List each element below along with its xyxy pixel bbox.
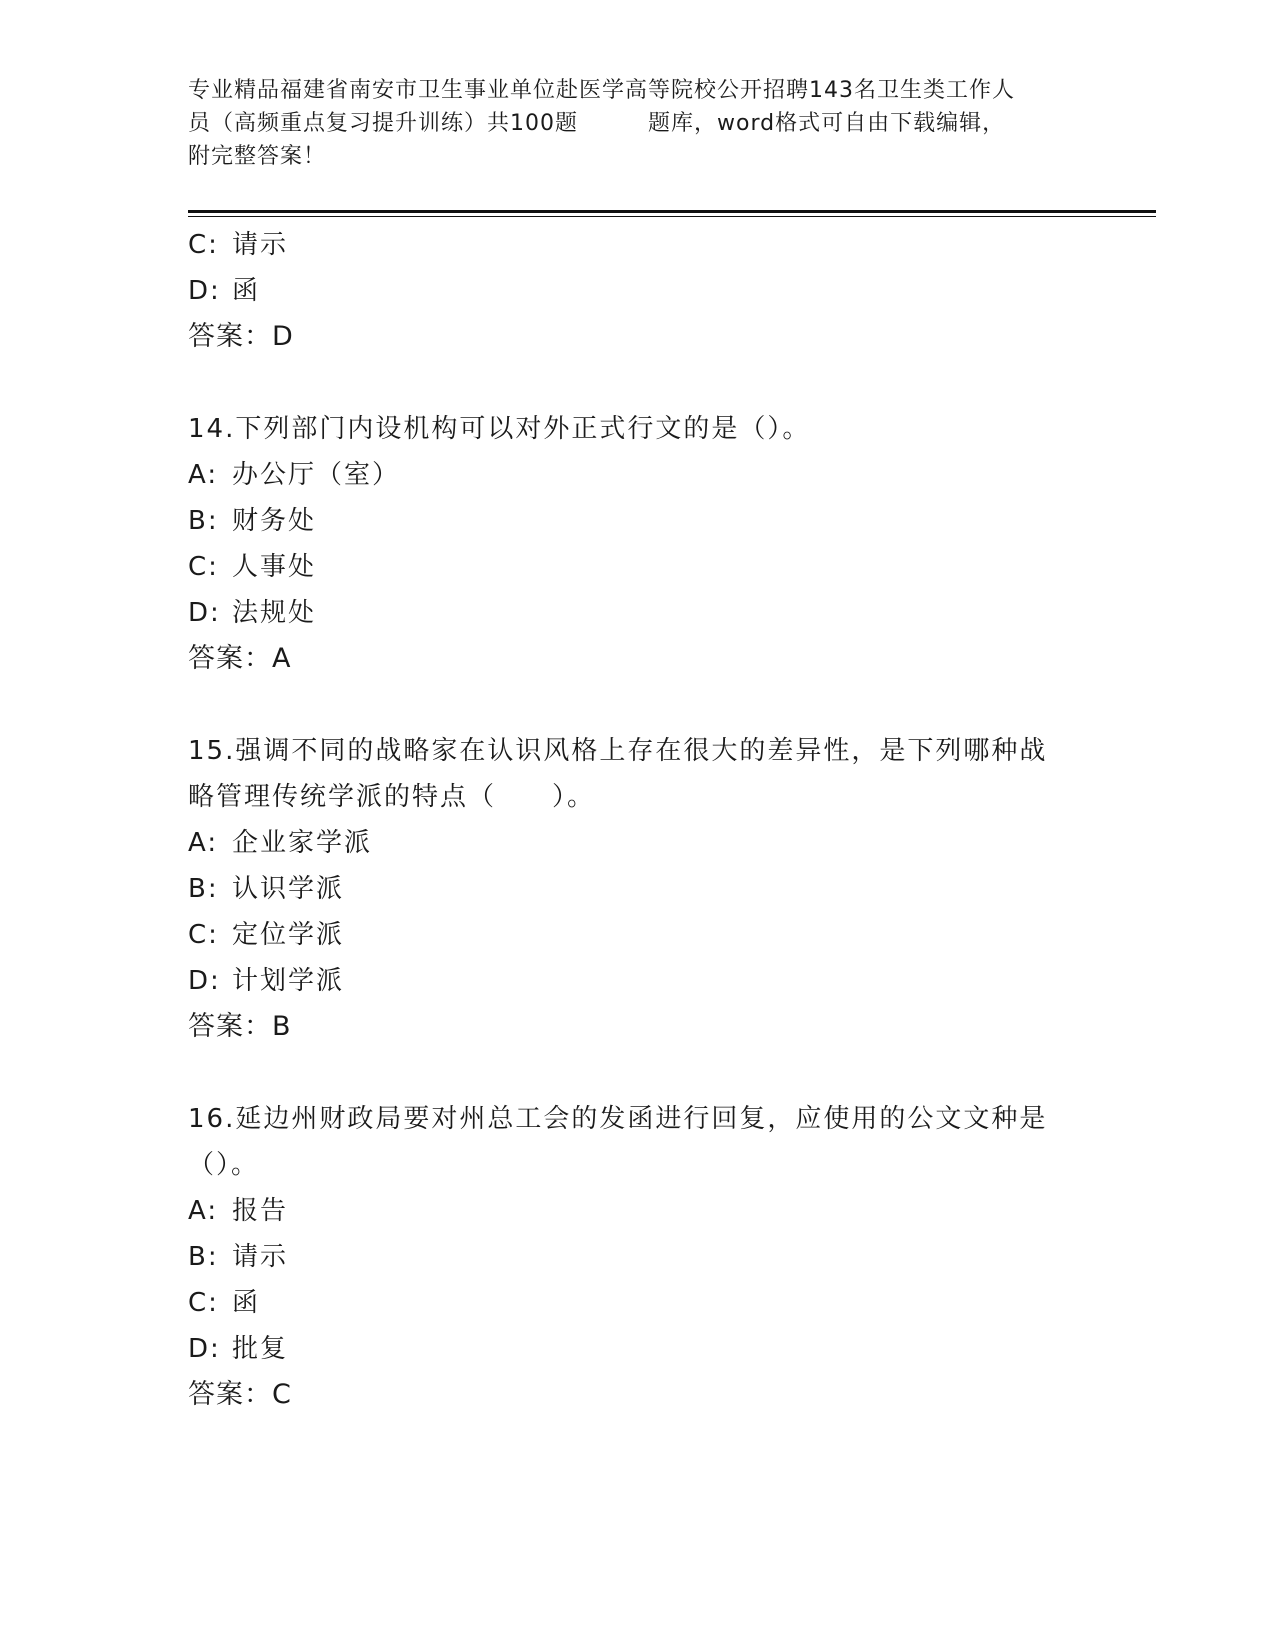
question-15 <box>188 728 1088 1050</box>
header-title-line-3: 附完整答案！ <box>188 144 327 169</box>
option-c: C: 人事处 <box>188 552 317 582</box>
option-d: D: 函 <box>188 276 261 306</box>
header-title-line-2 <box>188 107 1088 140</box>
option-a: A: 企业家学派 <box>188 828 373 858</box>
question-14 <box>188 406 1088 682</box>
option-c: C: 定位学派 <box>188 920 345 950</box>
option-d: D: 法规处 <box>188 598 317 628</box>
question-13 <box>188 222 1088 360</box>
answer: 答案：B <box>188 1011 292 1042</box>
answer: 答案：D <box>188 321 294 352</box>
header-title-line-2b: 题库，word格式可自由下载编辑， <box>648 111 1006 136</box>
option-b: B: 财务处 <box>188 506 317 536</box>
answer: 答案：C <box>188 1379 292 1410</box>
question-list <box>188 222 1088 1464</box>
question-stem-line-2: （）。 <box>188 1150 260 1180</box>
option-a: A: 报告 <box>188 1196 289 1226</box>
answer: 答案：A <box>188 643 292 674</box>
question-stem-line-2: 略管理传统学派的特点（ ）。 <box>188 782 596 812</box>
header-rule-thin <box>188 216 1156 217</box>
question-stem-line-1: 16.延边州财政局要对州总工会的发函进行回复，应使用的公文文种是 <box>188 1104 1048 1134</box>
document-header <box>188 74 1088 173</box>
header-rule-thick <box>188 210 1156 213</box>
header-title-line-1: 专业精品福建省南安市卫生事业单位赴医学高等院校公开招聘143名卫生类工作人 <box>188 78 1015 103</box>
question-stem-line-1: 14.下列部门内设机构可以对外正式行文的是（）。 <box>188 414 811 444</box>
option-d: D: 计划学派 <box>188 966 345 996</box>
option-c: C: 函 <box>188 1288 261 1318</box>
option-d: D: 批复 <box>188 1334 289 1364</box>
option-b: B: 请示 <box>188 1242 289 1272</box>
question-stem-line-1: 15.强调不同的战略家在认识风格上存在很大的差异性，是下列哪种战 <box>188 736 1048 766</box>
header-title-line-2a: 员（高频重点复习提升训练）共100题 <box>188 111 578 136</box>
option-b: B: 认识学派 <box>188 874 345 904</box>
option-a: A: 办公厅（室） <box>188 460 401 490</box>
question-16 <box>188 1096 1088 1418</box>
option-c: C: 请示 <box>188 230 289 260</box>
